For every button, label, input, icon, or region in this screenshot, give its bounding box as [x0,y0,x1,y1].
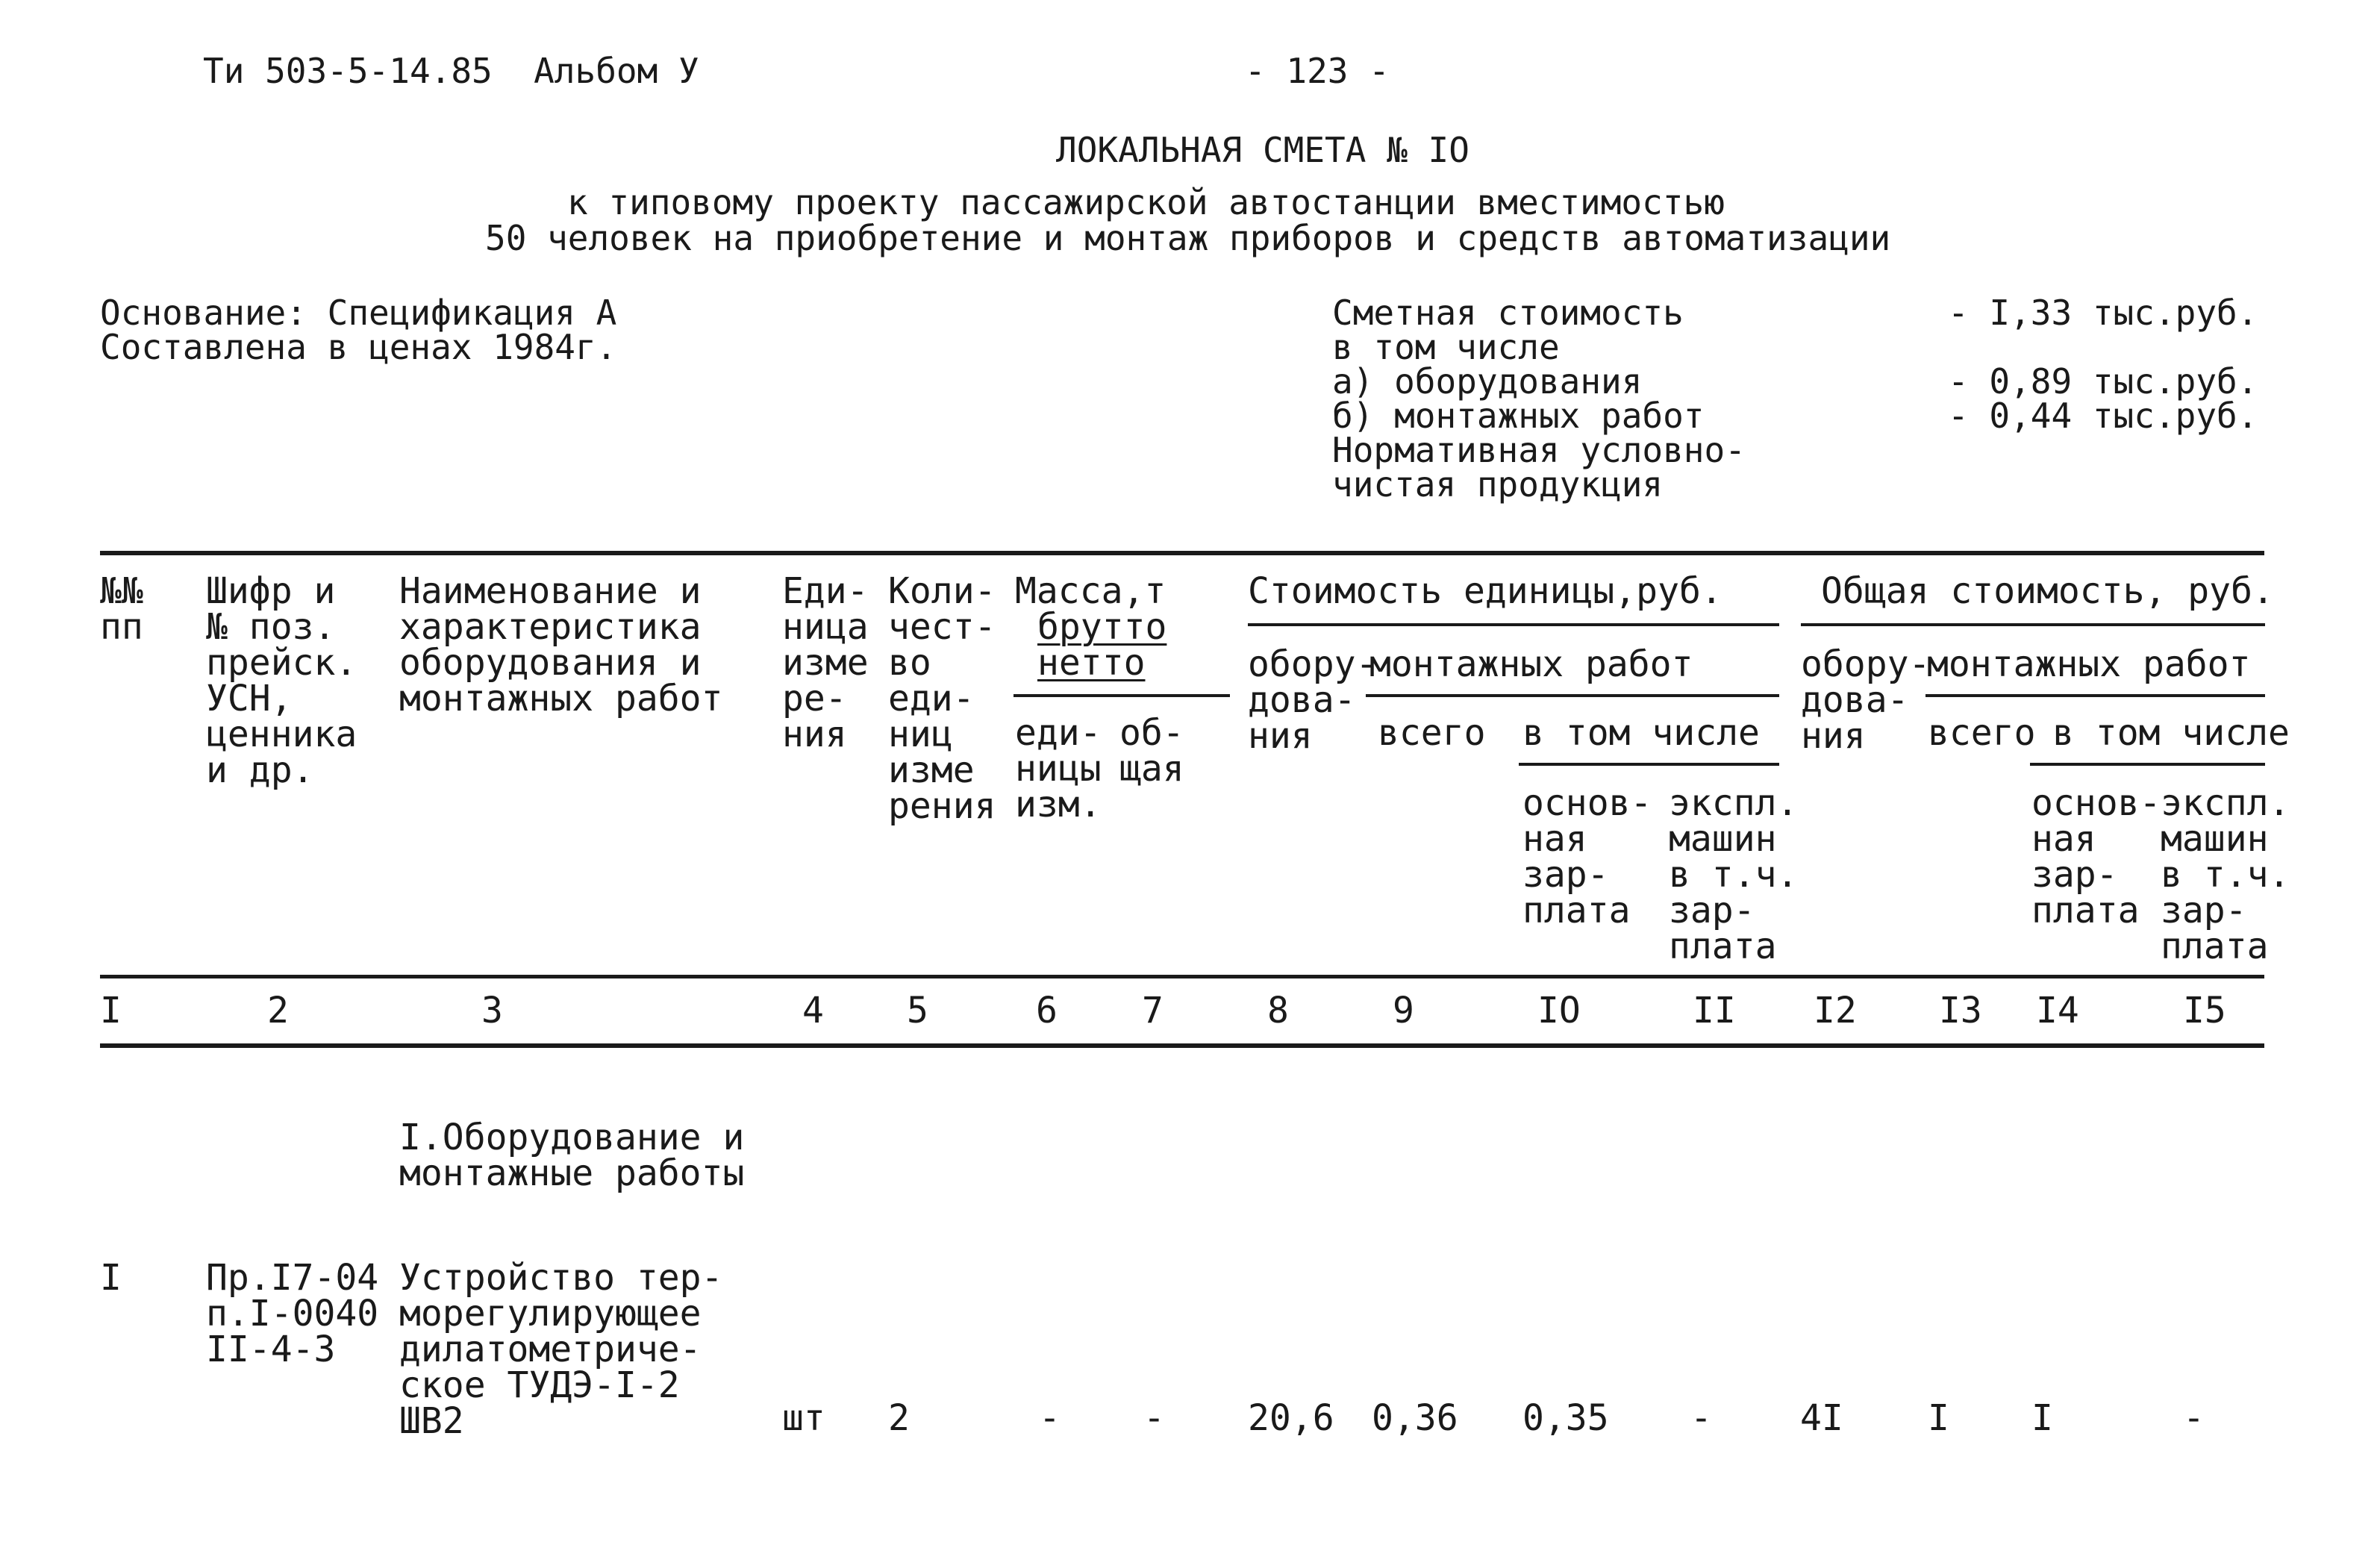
header-total-cost: Общая стоимость, руб. [1821,570,2274,612]
column-number: 6 [1036,990,1058,1031]
header-equip-a: обору- дова- ния [1248,643,1378,757]
header-mass-brutto: брутто [1037,606,1167,648]
row-equip-total: 4I [1800,1397,1843,1439]
incl-b-underline [2030,763,2265,766]
incl-a-underline [1519,763,1779,766]
header-col-mass-unit: еди- ницы изм. [1015,712,1102,825]
row-install-mach: - [1690,1397,1712,1439]
header-mass-netto: нетто [1037,642,1146,684]
cost-incl-label: в том числе [1332,327,1560,367]
unit-cost-underline [1248,623,1779,626]
header-wage-b: основ- ная зар- плата [2031,782,2161,931]
header-unit-cost: Стоимость единицы,руб. [1248,570,1722,612]
row-install-all: 0,36 [1372,1397,1458,1439]
row-install-wage: 0,35 [1522,1397,1609,1439]
document-title: ЛОКАЛЬНАЯ СМЕТА № IO [1056,130,1469,170]
header-all-b: всего [1928,712,2036,754]
row-equip-unit: 20,6 [1248,1397,1334,1439]
install-a-underline [1366,694,1779,697]
header-mass: Масса,т [1015,570,1166,612]
section-title: I.Оборудование и монтажные работы [399,1117,745,1194]
header-mach-b: экспл. машин в т.ч. зар- плата [2161,782,2290,967]
cost-equip-value: - 0,89 тыс.руб. [1948,361,2258,402]
cost-norm-label-1: Нормативная условно- [1332,430,1746,470]
row-code: Пр.I7-04 п.I-0040 II-4-3 [206,1257,379,1370]
column-number: I2 [1814,990,1857,1031]
column-number: I [100,990,122,1031]
row-mass-total: - [1143,1397,1165,1439]
column-number: IO [1537,990,1581,1031]
header-install-a: монтажных работ [1369,643,1693,685]
column-number: 5 [907,990,928,1031]
column-number: 7 [1142,990,1164,1031]
column-number: 8 [1267,990,1289,1031]
column-number: 3 [481,990,503,1031]
header-wage-a: основ- ная зар- плата [1522,782,1652,931]
column-number: I3 [1939,990,1982,1031]
header-install-b: монтажных работ [1927,643,2251,685]
row-install-wage-total: I [2031,1397,2053,1439]
header-col-unit: Еди- ница изме ре- ния [782,570,869,755]
total-cost-underline [1801,623,2265,626]
row-unit: шт [782,1397,825,1439]
mass-underline [1013,694,1230,697]
column-numbers-bottom-rule [100,1043,2264,1048]
header-col-qty: Коли- чест- во еди- ниц изме рения [888,570,996,827]
cost-total-value: - I,33 тыс.руб. [1948,293,2258,333]
row-install-all-total: I [1928,1397,1949,1439]
header-col-number: №№ пп [100,570,143,648]
row-mass-unit: - [1039,1397,1061,1439]
document-subtitle-2: 50 человек на приобретение и монтаж приборов и средств автоматизации [485,218,1891,258]
page-number: - 123 - [1245,51,1390,91]
column-number: 2 [267,990,289,1031]
row-qty: 2 [888,1397,910,1439]
column-number: 4 [802,990,824,1031]
header-bottom-rule [100,975,2264,978]
basis-line-1: Основание: Спецификация А [100,293,617,333]
document-subtitle-1: к типовому проекту пассажирской автостанции вместимостью [567,182,1725,222]
column-number: II [1693,990,1736,1031]
cost-install-value: - 0,44 тыс.руб. [1948,396,2258,436]
header-col-code: Шифр и № поз. прейск. УСН, ценника и др. [206,570,357,791]
column-number: I5 [2183,990,2226,1031]
header-col-mass-total: об- щая [1119,712,1184,790]
header-incl-a: в том числе [1522,712,1760,754]
row-name: Устройство тер- морегулирующее дилатометриче- ское ТУДЭ-I-2 ШВ2 [399,1257,723,1442]
basis-line-2: Составлена в ценах 1984г. [100,327,617,367]
cost-equip-label: а) оборудования [1332,361,1643,402]
header-col-name: Наименование и характеристика оборудования и монтажных работ [399,570,723,720]
header-incl-b: в том числе [2052,712,2290,754]
install-b-underline [1925,694,2265,697]
row-number: I [100,1257,122,1299]
column-number: I4 [2036,990,2079,1031]
row-install-mach-total: - [2183,1397,2205,1439]
cost-install-label: б) монтажных работ [1332,396,1705,436]
cost-total-label: Сметная стоимость [1332,293,1684,333]
cost-norm-label-2: чистая продукция [1332,464,1664,505]
header-mach-a: экспл. машин в т.ч. зар- плата [1669,782,1799,967]
document-code: Ти 503-5-14.85 Альбом У [203,51,699,91]
header-all-a: всего [1378,712,1486,754]
table-top-rule [100,551,2264,555]
header-equip-b: обору- дова- ния [1801,643,1931,757]
column-number: 9 [1393,990,1414,1031]
